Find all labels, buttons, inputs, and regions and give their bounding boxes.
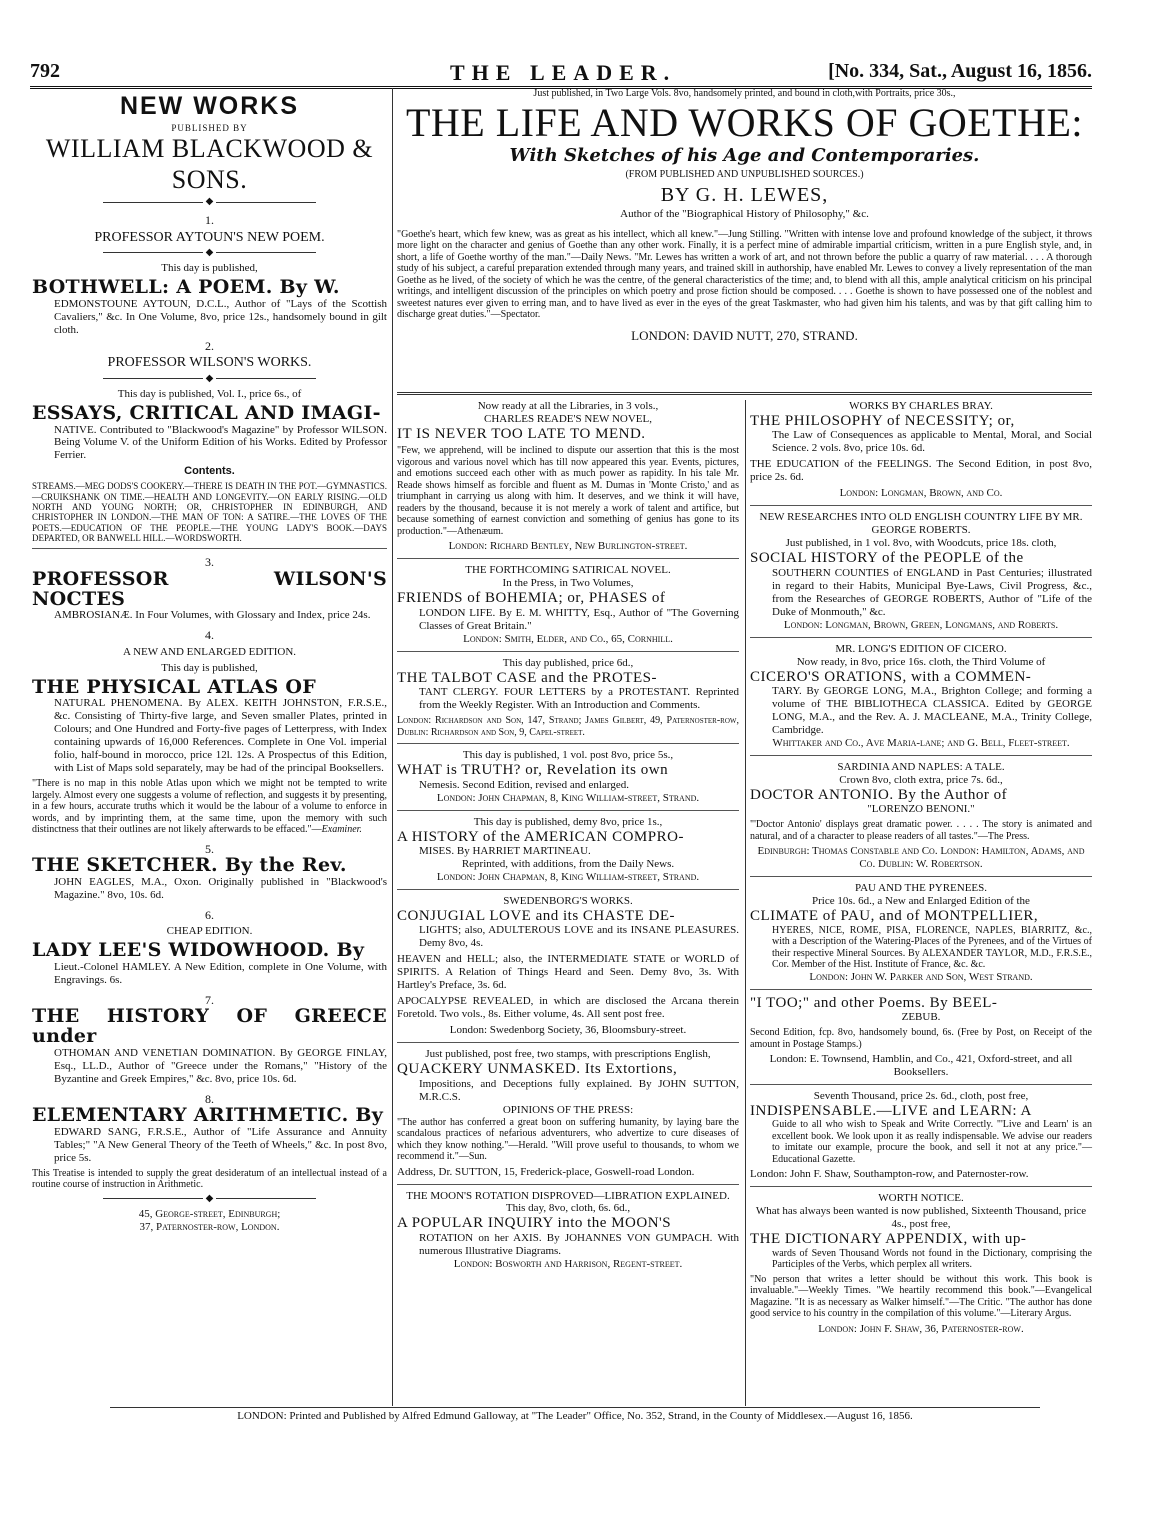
talbot-publisher: London: Richardson and Son, 147, Strand; James Gilbert, 49, Paternoster-row, Dublin: Richardson and Son, 9, Capel-street.: [397, 715, 739, 738]
moon-publisher: London: Bosworth and Harrison, Regent-street.: [453, 1257, 683, 1270]
item-body: JOHN EAGLES, M.A., Oxon. Originally published in "Blackwood's Magazine." 8vo, 10s. 6d.: [54, 875, 387, 901]
reade-publisher: London: Richard Bentley, New Burlington-street.: [448, 540, 688, 553]
talbot-body: TANT CLERGY. FOUR LETTERS by a PROTESTANT. Reprinted from the Weekly Register. With an Introduction and Comments.: [419, 686, 739, 712]
cicero-title: CICERO'S ORATIONS, with a COMMEN-: [750, 668, 1032, 685]
divider: [750, 1084, 1092, 1085]
atlas-quote: [32, 778, 387, 836]
moon-title: A POPULAR INQUIRY into the MOON'S: [397, 1215, 672, 1232]
column-divider-2: [745, 400, 746, 1406]
pau-body: HYERES, NICE, ROME, PISA, FLORENCE, NAPLES, BIARRITZ, &c., with a Description of the Watering-Places of the Pyrenees, and of the Virtues of their respective Mineral Sources. By ALEXANDER TAYLOR, M.D., F.R.S.E., Cor. Member of the Hist. Institute of France, &c. &c.: [772, 924, 1092, 971]
item-intro: This day is published,: [161, 661, 258, 674]
satirical-head: THE FORTHCOMING SATIRICAL NOVEL.: [465, 564, 671, 577]
item-intro: This day is published, Vol. I., price 6s., of: [117, 387, 302, 400]
right-column: [750, 400, 1092, 1336]
reade-intro: Now ready at all the Libraries, in 3 vols.,: [477, 400, 659, 412]
quackery-intro: Just published, post free, two stamps, with prescriptions English,: [425, 1048, 711, 1061]
goethe-advert: [397, 88, 1092, 346]
antonio-intro: Crown 8vo, cloth extra, price 7s. 6d.,: [839, 773, 1003, 786]
ornament-divider: ◆: [32, 1194, 387, 1204]
quackery-address: Address, Dr. SUTTON, 15, Frederick-place, Goswell-road London.: [397, 1165, 695, 1178]
atlas-quote-text: "There is no map in this noble Atlas upon which we might not be tempted to write largely. Almost every one suggests a volume of reflection, and suggests it by presenting, in a few hours, accurate truths which it would be the labour of a volume to enforce in words, and by imprinting them, at the same time, upon the memory with such distinctness that their outlines are not likely afterwards to be effaced."—: [32, 778, 387, 836]
indispensable-title: INDISPENSABLE.—LIVE and LEARN: A: [750, 1102, 1032, 1119]
satirical-intro: In the Press, in Two Volumes,: [502, 577, 634, 590]
cicero-publisher: Whittaker and Co., Ave Maria-lane; and G. Bell, Fleet-street.: [772, 736, 1070, 749]
ornament-divider: ◆: [32, 374, 387, 384]
middle-column: [397, 400, 739, 1271]
swedenborg-body: LIGHTS; also, ADULTEROUS LOVE and its INSANE PLEASURES. Demy 8vo, 4s.: [419, 924, 739, 950]
indispensable-body: Guide to all who wish to Speak and Write Correctly. "'Live and Learn' is an excellent book. We look upon it as really indispensable. We advise our readers to imitate our example, procure the book, and sell it not at any price."—Educational Gazette.: [772, 1119, 1092, 1165]
history-publisher: London: John Chapman, 8, King William-street, Strand.: [436, 870, 700, 883]
roberts-title: SOCIAL HISTORY of the PEOPLE of the: [750, 550, 1024, 567]
item-title: PROFESSOR WILSON'S NOCTES: [32, 567, 387, 610]
quackery-title: QUACKERY UNMASKED. Its Extortions,: [397, 1061, 678, 1078]
newspaper-title: THE LEADER.: [450, 60, 677, 85]
divider: [750, 755, 1092, 756]
swedenborg-apocalypse: APOCALYPSE REVEALED, in which are disclosed the Arcana therein Foretold. Two vols., 8s. Either volume, 4s. All sent post free.: [397, 995, 739, 1021]
talbot-title: THE TALBOT CASE and the PROTES-: [397, 669, 657, 686]
goethe-bottom-rule: [397, 392, 1092, 395]
item-number: 2.: [205, 338, 214, 353]
dictionary-head: WORTH NOTICE.: [878, 1192, 964, 1205]
antonio-head: SARDINIA AND NAPLES: A TALE.: [837, 760, 1005, 773]
roberts-intro: Just published, in 1 vol. 8vo, with Woodcuts, price 18s. cloth,: [785, 537, 1057, 550]
section-heading: PROFESSOR WILSON'S WORKS.: [107, 355, 312, 371]
swedenborg-title: CONJUGIAL LOVE and its CHASTE DE-: [397, 907, 676, 924]
item-number: 8.: [205, 1091, 214, 1106]
history-title: A HISTORY of the AMERICAN COMPRO-: [397, 828, 684, 845]
atlas-quote-source: Examiner.: [321, 824, 362, 836]
publisher-name: WILLIAM BLACKWOOD & SONS.: [45, 134, 374, 194]
divider: [397, 889, 739, 890]
goethe-publisher: LONDON: DAVID NUTT, 270, STRAND.: [631, 327, 858, 343]
goethe-sources: (FROM PUBLISHED AND UNPUBLISHED SOURCES.): [625, 168, 864, 180]
item-body: OTHOMAN AND VENETIAN DOMINATION. By GEORGE FINLAY, Esq., LL.D., Author of "Greece under the Romans," "History of the Byzantine and Greek Empires," &c. 8vo, price 10s. 6d.: [54, 1046, 387, 1085]
divider: [397, 1042, 739, 1043]
pau-publisher: London: John W. Parker and Son, West Strand.: [809, 970, 1033, 983]
cicero-intro: Now ready, in 8vo, price 16s. cloth, the Third Volume of: [796, 655, 1046, 668]
section-heading: CHEAP EDITION.: [166, 924, 253, 937]
quackery-body: Impositions, and Deceptions fully explained. By JOHN SUTTON, M.R.C.S.: [419, 1077, 739, 1103]
dictionary-quotes: "No person that writes a letter should be without this work. This book is invaluable."—Weekly Times. "We heartily recommend this book."—Evangelical Magazine. "It is as necessary as Walker himself."—The Critic. "The author has done good service to his country in the compilation of this volume."—Literary Argus.: [750, 1273, 1092, 1320]
beelzebub-title: "I TOO;" and other Poems. By BEEL-: [750, 994, 998, 1011]
moon-body: ROTATION on her AXIS. By JOHANNES VON GUMPACH. With numerous Illustrative Diagrams.: [419, 1231, 739, 1257]
item-number: 7.: [205, 992, 214, 1007]
talbot-intro: This day published, price 6d.,: [502, 656, 634, 669]
item-body: NATIVE. Contributed to "Blackwood's Magazine" by Professor WILSON. Being Volume V. of the Uniform Edition of his Works. Edited by Professor Ferrier.: [54, 423, 387, 462]
swedenborg-head: SWEDENBORG'S WORKS.: [503, 894, 633, 907]
swedenborg-publisher: London: Swedenborg Society, 36, Bloomsbury-street.: [449, 1024, 687, 1037]
goethe-title: THE LIFE AND WORKS OF GOETHE:: [405, 99, 1084, 145]
swedenborg-heaven: HEAVEN and HELL; also, the INTERMEDIATE STATE or WORLD of SPIRITS. A Relation of Things Heard and Seen. Demy 8vo, 3s. With Hartley's Preface, 3s. 6d.: [397, 953, 739, 992]
published-by: PUBLISHED BY: [171, 122, 248, 133]
bray-title: THE PHILOSOPHY of NECESSITY; or,: [750, 412, 1015, 429]
antonio-body: "LORENZO BENONI.": [867, 803, 975, 816]
truth-intro: This day is published, 1 vol. post 8vo, price 5s.,: [462, 749, 674, 762]
beelzebub-edition: Second Edition, fcp. 8vo, handsomely bound, 6s. (Free by Post, on Receipt of the amount in Postage Stamps.): [750, 1027, 1092, 1050]
item-body: NATURAL PHENOMENA. By ALEX. KEITH JOHNSTON, F.R.S.E., &c. Consisting of Thirty-five large, and Seven smaller Plates, printed in Colours; and One Hundred and Forty-five pages of Letterpress, with Index containing upwards of 16,000 References. Complete in One Vol. imperial folio, half-bound in morocco, price 12l. 12s. A Prospectus of this Edition, with List of Maps sold separately, may be had of the principal Booksellers.: [54, 697, 387, 775]
printer-imprint: LONDON: Printed and Published by Alfred Edmund Galloway, at "The Leader" Office, No. 352, Strand, in the County of Middlesex.—August 16, 1856.: [110, 1407, 1040, 1422]
quackery-opinions: OPINIONS OF THE PRESS:: [502, 1103, 634, 1116]
goethe-quotes: "Goethe's heart, which few knew, was as great as his intellect, which all knew."—Jung Stilling. "Written with intense love and profound knowledge of the subject, it throws more light on the character and genius of Goethe than any other work. Finally, it is a perfect mine of admirable impartial criticism, written in a pure English style, and, in short, a life of Goethe worthy of the man."—Daily News. "Mr. Lewes has written a work of art, and not thrown before the public a quarry of raw material. . . . A thorough study of his subject, a careful preparation extended through many years, and trained skill in authorship, have enabled Mr. Lewes to convey a lively representation of the man Goethe as he lived, of the society of which he was the centre, of the general characteristics of the time; and, to blend with all this, ample analytical criticism on his principal writings, and intelligent discussion of the principles on which poetry and prose fiction should be composed. . . . Goethe is shown to have possessed one of the noblest and sweetest natures ever given to erring man, and to have lived as ever in the eyes of the great Taskmaster, who had given him his talents, and was by that gift calling him to discharge great duties."—Spectator.: [397, 228, 1092, 321]
satirical-body: LONDON LIFE. By E. M. WHITTY, Esq., Author of "The Governing Classes of Great Britain.": [419, 606, 739, 632]
divider: [397, 651, 739, 652]
page-number: 792: [30, 60, 60, 82]
satirical-title: FRIENDS of BOHEMIA; or, PHASES of: [397, 590, 666, 607]
new-works-heading: NEW WORKS: [119, 92, 300, 120]
divider: [750, 505, 1092, 506]
dictionary-body: wards of Seven Thousand Words not found in the Dictionary, comprising the Participles of the Verbs, which perplex all writers.: [772, 1247, 1092, 1271]
item-title: THE PHYSICAL ATLAS OF: [32, 675, 317, 698]
dictionary-intro: What has always been wanted is now published, Sixteenth Thousand, price 4s., post free,: [755, 1205, 1087, 1231]
antonio-publisher: Edinburgh: Thomas Constable and Co. London: Hamilton, Adams, and Co. Dublin: W. Robertson.: [757, 845, 1085, 871]
item-body: AMBROSIANÆ. In Four Volumes, with Glossary and Index, price 24s.: [54, 609, 371, 622]
bray-head: WORKS BY CHARLES BRAY.: [849, 400, 993, 412]
item-body: EDMONSTOUNE AYTOUN, D.C.L., Author of "Lays of the Scottish Cavaliers," &c. In One Volume, 8vo, price 12s., handsomely bound in gilt cloth.: [54, 298, 387, 336]
item-body: Lieut.-Colonel HAMLEY. A New Edition, complete in One Volume, with Engravings. 6s.: [54, 960, 387, 986]
moon-head: THE MOON'S ROTATION DISPROVED—LIBRATION EXPLAINED.: [406, 1189, 730, 1202]
item-title: THE HISTORY OF GREECE under: [32, 1004, 387, 1047]
item-title: BOTHWELL: A POEM. By W.: [32, 276, 340, 299]
contents-label: Contents.: [184, 465, 235, 478]
roberts-head: NEW RESEARCHES INTO OLD ENGLISH COUNTRY LIFE BY MR. GEORGE ROBERTS.: [759, 511, 1083, 537]
goethe-subtitle: With Sketches of his Age and Contemporaries.: [509, 144, 980, 166]
goethe-author-of: Author of the "Biographical History of Philosophy," &c.: [620, 207, 869, 220]
truth-publisher: London: John Chapman, 8, King William-street, Strand.: [436, 791, 700, 804]
reade-subhead: CHARLES READE'S NEW NOVEL,: [484, 412, 652, 425]
roberts-publisher: London: Longman, Brown, Green, Longmans, and Roberts.: [783, 618, 1059, 631]
divider: [750, 1186, 1092, 1187]
pau-intro: Price 10s. 6d., a New and Enlarged Edition of the: [812, 895, 1030, 908]
section-heading: A NEW AND ENLARGED EDITION.: [122, 645, 297, 658]
dictionary-title: THE DICTIONARY APPENDIX, with up-: [750, 1231, 1027, 1248]
history-intro: This day is published, demy 8vo, price 1s.,: [473, 815, 663, 828]
divider: [397, 743, 739, 744]
item-title: ELEMENTARY ARITHMETIC. By: [32, 1103, 384, 1126]
ornament-divider: ◆: [32, 197, 387, 207]
item-title: LADY LEE'S WIDOWHOOD. By: [32, 938, 365, 961]
quackery-quotes: "The author has conferred a great boon on suffering humanity, by laying bare the scandalous practices of nefarious adventurers, who advertize to cure diseases of which they know nothing."—Herald. "Will prove useful to thousands, to whom we recommend it."—Sun.: [397, 1116, 739, 1163]
section-heading: PROFESSOR AYTOUN'S NEW POEM.: [94, 229, 325, 245]
blackwood-column: [32, 92, 387, 1234]
item-number: 3.: [205, 555, 214, 570]
moon-intro: This day, 8vo, cloth, 6s. 6d.,: [505, 1202, 631, 1215]
divider: [397, 558, 739, 559]
cicero-body: TARY. By GEORGE LONG, M.A., Brighton College; and forming a volume of THE BIBLIOTHECA CLASSICA. Edited by GEORGE LONG, M.A., and the Rev. A. J. MACLEANE, M.A., Trinity College, Cambridge.: [772, 685, 1092, 736]
issue-date: [No. 334, Sat., August 16, 1856.: [828, 60, 1092, 82]
history-note: Reprinted, with additions, from the Daily News.: [461, 858, 675, 870]
item-number: 5.: [205, 841, 214, 856]
bray-body: The Law of Consequences as applicable to Mental, Moral, and Social Science. 2 vols. 8vo, price 10s. 6d.: [772, 429, 1092, 455]
cicero-head: MR. LONG'S EDITION OF CICERO.: [835, 642, 1007, 655]
divider: [397, 810, 739, 811]
arithmetic-note: This Treatise is intended to supply the great desideratum of an intellectual instead of a routine course of instruction in Arithmetic.: [32, 1167, 387, 1191]
bray-publisher: London: Longman, Brown, and Co.: [839, 487, 1003, 500]
divider: [32, 548, 387, 549]
dictionary-publisher: London: John F. Shaw, 36, Paternoster-row.: [818, 1322, 1024, 1335]
pau-title: CLIMATE of PAU, and of MONTPELLIER,: [750, 908, 1039, 925]
roberts-body: SOUTHERN COUNTIES of ENGLAND in Past Centuries; illustrated in regard to their Habits, Municipal Bye-Laws, Civil Progress, &c., from the Researches of GEORGE ROBERTS, Author of "Life of the Duke of Monmouth," &c.: [772, 566, 1092, 618]
history-body: MISES. By HARRIET MARTINEAU.: [419, 845, 591, 858]
goethe-intro: Just published, in Two Large Vols. 8vo, handsomely printed, and bound in cloth,with Portraits, price 30s.,: [533, 88, 956, 99]
item-number: 1.: [205, 213, 214, 228]
contents-list: STREAMS.—MEG DODS'S COOKERY.—THERE IS DEATH IN THE POT.—GYMNASTICS.—CRUIKSHANK ON TIME.—HEALTH AND LONGEVITY.—ON EARLY RISING.—OLD NORTH AND YOUNG NORTH; OR, CHRISTOPHER IN EDINBURGH, AND CHRISTOPHER IN LONDON.—THE MAN OF TON: A SATIRE.—THE LOVES OF THE POETS.—EDUCATION OF THE PEOPLE.—THE YOUNG LADY'S BOOK.—DAYS DEPARTED, OR BANWELL HILL.—WORDSWORTH.: [32, 481, 387, 544]
antonio-quote: "'Doctor Antonio' displays great dramatic power. . . . . The story is animated and natural, and of a character to please readers of all tastes."—The Press.: [750, 819, 1092, 842]
truth-body: Nemesis. Second Edition, revised and enlarged.: [419, 778, 629, 791]
indispensable-intro: Seventh Thousand, price 2s. 6d., cloth, post free,: [813, 1090, 1029, 1102]
address-edinburgh: 45, George-street, Edinburgh;: [138, 1207, 281, 1220]
beelzebub-body: ZEBUB.: [901, 1011, 941, 1024]
address-london: 37, Paternoster-row, London.: [139, 1220, 280, 1233]
satirical-publisher: London: Smith, Elder, and Co., 65, Cornhill.: [463, 632, 673, 645]
antonio-title: DOCTOR ANTONIO. By the Author of: [750, 786, 1008, 803]
item-number: 6.: [205, 907, 214, 922]
truth-title: WHAT is TRUTH? or, Revelation its own: [397, 762, 669, 779]
item-number: 4.: [205, 628, 214, 643]
indispensable-publisher: London: John F. Shaw, Southampton-row, and Paternoster-row.: [750, 1168, 1029, 1181]
ornament-divider: ◆: [32, 248, 387, 258]
beelzebub-publisher: London: E. Townsend, Hamblin, and Co., 421, Oxford-street, and all Booksellers.: [769, 1053, 1073, 1079]
divider: [750, 637, 1092, 638]
reade-body: "Few, we apprehend, will be inclined to dispute our assertion that this is the most vigorous and various novel which has till now appeared this year. Events, pictures, and emotions succeed each other with as much power as rapidity. In his tale Mr. Reade shows himself as forcible and fluent as M. Dumas in 'Monte Cristo,' and as triumphant in carrying us along with him. It deserves, and we think it will have, readers by the thousand, because it is not merely a work of talent and artifice, but because something of earnest conviction and something of genius has gone to its production."—Athenæum.: [397, 445, 739, 537]
reade-title: IT IS NEVER TOO LATE TO MEND.: [397, 425, 646, 442]
divider: [750, 989, 1092, 990]
divider: [397, 1184, 739, 1185]
item-title: THE SKETCHER. By the Rev.: [32, 853, 347, 876]
item-title: ESSAYS, CRITICAL AND IMAGI-: [32, 401, 381, 424]
item-body: EDWARD SANG, F.R.S.E., Author of "Life Assurance and Annuity Tables;" "A New General Theory of the Teeth of Wheels," &c. In post 8vo, price 5s.: [54, 1125, 387, 1164]
item-intro: This day is published,: [161, 262, 258, 275]
column-divider-1: [392, 88, 393, 1406]
pau-head: PAU AND THE PYRENEES.: [854, 882, 988, 895]
divider: [750, 876, 1092, 877]
goethe-author: BY G. H. LEWES,: [660, 184, 829, 207]
bray-education: THE EDUCATION of the FEELINGS. The Second Edition, in post 8vo, price 2s. 6d.: [750, 458, 1092, 484]
